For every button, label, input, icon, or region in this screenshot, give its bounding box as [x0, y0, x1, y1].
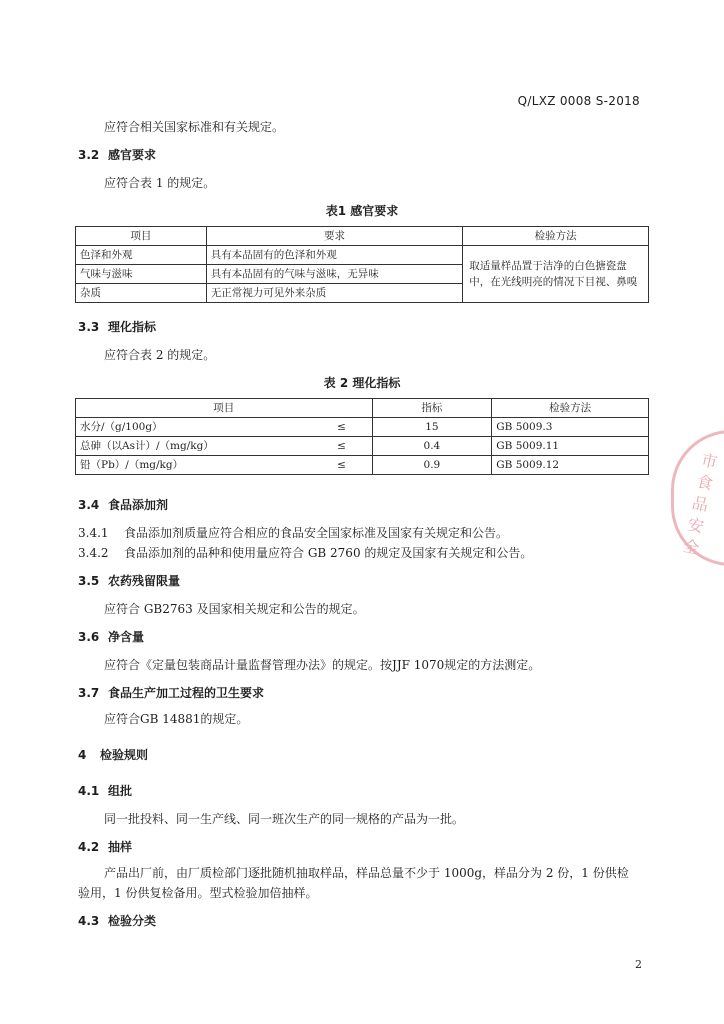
clause-number: 3.4.1	[78, 526, 109, 540]
section-3-2-heading	[78, 146, 156, 163]
section-3-7-text: 应符合GB 14881的规定。	[104, 712, 249, 726]
section-4-2-text-line2: 验用，1 份供复检备用。型式检验加倍抽样。	[78, 886, 318, 900]
stamp-text: 市食品安全	[681, 450, 720, 559]
section-title: 检验规则	[100, 748, 149, 762]
table2-header-method: 检验方法	[492, 399, 649, 418]
table2-header-value: 指标	[372, 399, 492, 418]
red-seal-stamp	[671, 430, 724, 566]
section-4-2-text-line1: 产品出厂前，由厂质检部门逐批随机抽取样品，样品总量不少于 1000g，样品分为 2 份，1 份供检	[104, 866, 629, 880]
section-title: 农药残留限量	[108, 574, 181, 588]
table2-cell-method: GB 5009.12	[492, 456, 649, 475]
section-title: 检验分类	[108, 914, 157, 928]
section-3-3-text: 应符合表 2 的规定。	[104, 348, 216, 362]
table2-cell-symbol: ≤	[297, 437, 372, 456]
clause-text: 食品添加剂质量应符合相应的食品安全国家标准及国家有关规定和公告。	[124, 526, 509, 540]
section-4-2-heading	[78, 838, 132, 855]
table1-header-item: 项目	[76, 227, 207, 246]
section-title: 抽样	[108, 840, 133, 854]
table2	[75, 398, 649, 475]
section-title: 食品生产加工过程的卫生要求	[108, 686, 265, 700]
section-title: 食品添加剂	[108, 498, 169, 512]
section-3-6-heading	[78, 628, 144, 645]
section-3-4-heading	[78, 496, 168, 513]
table1-header-req: 要求	[206, 227, 463, 246]
table2-header-item: 项目	[76, 399, 373, 418]
table2-cell-item: 总砷（以As计）/（mg/kg）	[76, 437, 298, 456]
table2-cell-symbol: ≤	[297, 456, 372, 475]
section-4-1-heading	[78, 782, 132, 799]
section-title: 感官要求	[108, 148, 157, 162]
table2-caption: 表 2 理化指标	[323, 376, 401, 390]
table2-cell-value: 0.4	[372, 437, 492, 456]
table1-cell-item: 色泽和外观	[76, 246, 207, 265]
section-title: 组批	[108, 784, 133, 798]
section-3-5-heading	[78, 572, 180, 589]
table2-cell-value: 15	[372, 418, 492, 437]
table1-cell-req: 具有本品固有的色泽和外观	[206, 246, 463, 265]
table2-cell-symbol: ≤	[297, 418, 372, 437]
section-number: 3.4	[78, 498, 100, 512]
table1-header-method: 检验方法	[463, 227, 649, 246]
table2-cell-value: 0.9	[372, 456, 492, 475]
section-3-6-text: 应符合《定量包装商品计量监督管理办法》的规定。按JJF 1070规定的方法测定。	[104, 658, 541, 672]
section-number: 4.3	[78, 914, 100, 928]
section-number: 3.6	[78, 630, 100, 644]
table1-cell-method: 取适量样品置于洁净的白色搪瓷盘中，在光线明亮的情况下目视、鼻嗅	[463, 246, 649, 303]
table1-caption: 表1 感官要求	[325, 204, 399, 218]
intro-text: 应符合相关国家标准和有关规定。	[104, 120, 285, 134]
section-title: 净含量	[108, 630, 145, 644]
table2-cell-method: GB 5009.11	[492, 437, 649, 456]
section-title: 理化指标	[108, 320, 157, 334]
table1-cell-req: 无正常视力可见外来杂质	[206, 284, 463, 303]
table1-cell-req: 具有本品固有的气味与滋味，无异味	[206, 265, 463, 284]
clause-text: 食品添加剂的品种和使用量应符合 GB 2760 的规定及国家有关规定和公告。	[124, 546, 533, 560]
section-number: 4	[78, 748, 87, 762]
section-4-heading	[78, 746, 148, 763]
table2-cell-item: 铅（Pb）/（mg/kg）	[76, 456, 298, 475]
section-number: 4.2	[78, 840, 100, 854]
table1-cell-item: 气味与滋味	[76, 265, 207, 284]
clause-number: 3.4.2	[78, 546, 109, 560]
table2-cell-method: GB 5009.3	[492, 418, 649, 437]
section-3-4-2	[78, 544, 532, 561]
table1	[75, 226, 649, 303]
section-4-3-heading	[78, 912, 156, 929]
section-number: 3.5	[78, 574, 100, 588]
section-3-3-heading	[78, 318, 156, 335]
section-number: 3.7	[78, 686, 100, 700]
table1-cell-item: 杂质	[76, 284, 207, 303]
page-number: 2	[635, 958, 642, 971]
section-4-1-text: 同一批投料、同一生产线、同一班次生产的同一规格的产品为一批。	[104, 812, 465, 826]
section-number: 3.2	[78, 148, 100, 162]
document-code: Q/LXZ 0008 S-2018	[517, 94, 640, 108]
section-3-5-text: 应符合 GB2763 及国家相关规定和公告的规定。	[104, 602, 365, 616]
section-number: 4.1	[78, 784, 100, 798]
section-3-4-1	[78, 524, 508, 541]
section-3-7-heading	[78, 684, 264, 701]
table2-cell-item: 水分/（g/100g）	[76, 418, 298, 437]
section-number: 3.3	[78, 320, 100, 334]
section-3-2-text: 应符合表 1 的规定。	[104, 176, 216, 190]
